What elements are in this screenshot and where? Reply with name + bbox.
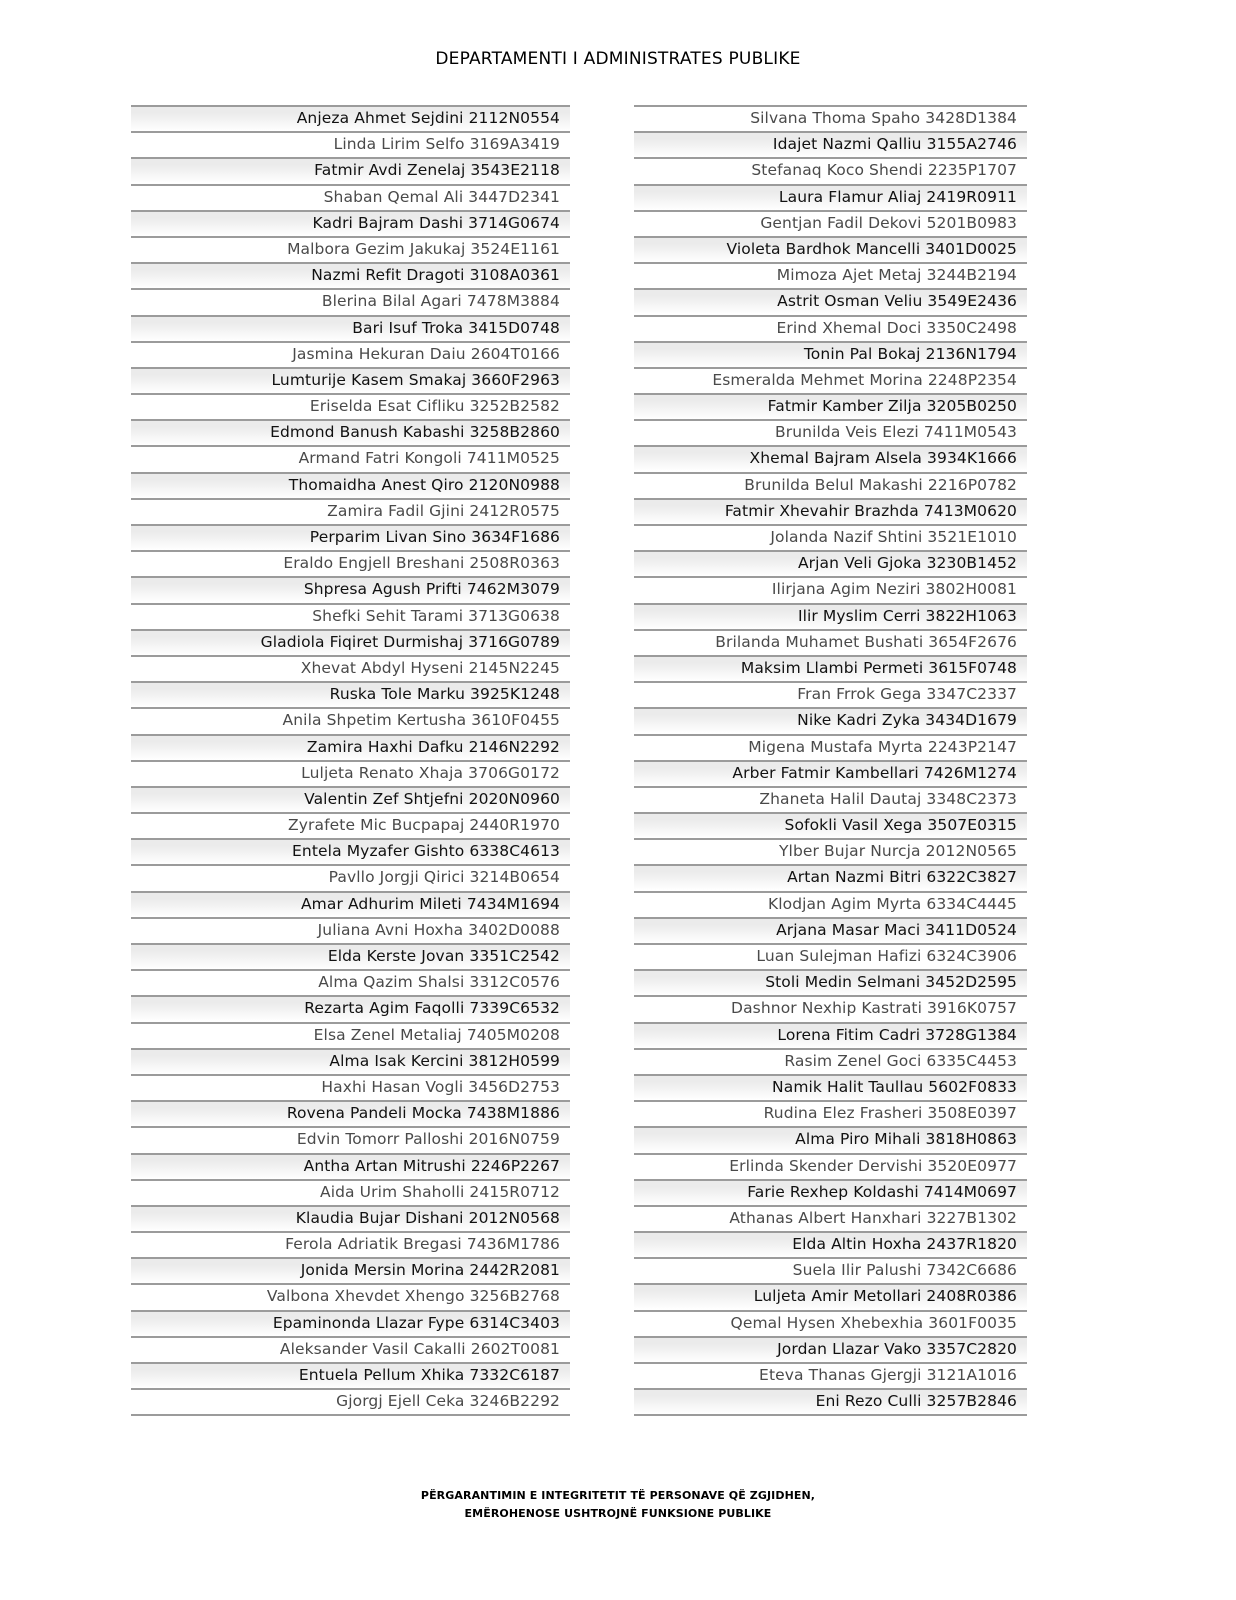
- list-item: Elsa Zenel Metaliaj 7405M0208: [131, 1022, 570, 1048]
- left-name-list: [131, 105, 570, 1416]
- list-item: Epaminonda Llazar Fype 6314C3403: [131, 1310, 570, 1336]
- footer-line-1: PËRGARANTIMIN E INTEGRITETIT TË PERSONAVE QË ZGJIDHEN,: [420, 1489, 816, 1502]
- list-item: Nazmi Refit Dragoti 3108A0361: [131, 262, 570, 288]
- list-item: Migena Mustafa Myrta 2243P2147: [634, 734, 1027, 760]
- list-item: Luan Sulejman Hafizi 6324C3906: [634, 943, 1027, 969]
- list-item: Suela Ilir Palushi 7342C6686: [634, 1257, 1027, 1283]
- list-item: Astrit Osman Veliu 3549E2436: [634, 288, 1027, 314]
- list-item: Eraldo Engjell Breshani 2508R0363: [131, 550, 570, 576]
- list-item: Armand Fatri Kongoli 7411M0525: [131, 445, 570, 471]
- list-item: Luljeta Renato Xhaja 3706G0172: [131, 760, 570, 786]
- list-item: Valentin Zef Shtjefni 2020N0960: [131, 786, 570, 812]
- list-item: Brilanda Muhamet Bushati 3654F2676: [634, 629, 1027, 655]
- list-item: Eriselda Esat Cifliku 3252B2582: [131, 393, 570, 419]
- list-item: Ferola Adriatik Bregasi 7436M1786: [131, 1231, 570, 1257]
- list-item: Entuela Pellum Xhika 7332C6187: [131, 1362, 570, 1388]
- page-footer: [0, 1487, 1236, 1523]
- list-item: Lorena Fitim Cadri 3728G1384: [634, 1022, 1027, 1048]
- list-item: Arjan Veli Gjoka 3230B1452: [634, 550, 1027, 576]
- list-item: Aida Urim Shaholli 2415R0712: [131, 1179, 570, 1205]
- list-item: Bari Isuf Troka 3415D0748: [131, 315, 570, 341]
- list-item: Silvana Thoma Spaho 3428D1384: [634, 105, 1027, 131]
- list-item: Brunilda Belul Makashi 2216P0782: [634, 472, 1027, 498]
- list-item: Luljeta Amir Metollari 2408R0386: [634, 1283, 1027, 1309]
- list-item: Stefanaq Koco Shendi 2235P1707: [634, 157, 1027, 183]
- list-item: Rasim Zenel Goci 6335C4453: [634, 1048, 1027, 1074]
- list-item: Kadri Bajram Dashi 3714G0674: [131, 210, 570, 236]
- list-item: Fatmir Kamber Zilja 3205B0250: [634, 393, 1027, 419]
- list-item: Arjana Masar Maci 3411D0524: [634, 917, 1027, 943]
- list-item: Qemal Hysen Xhebexhia 3601F0035: [634, 1310, 1027, 1336]
- list-item: Gladiola Fiqiret Durmishaj 3716G0789: [131, 629, 570, 655]
- page-title: DEPARTAMENTI I ADMINISTRATES PUBLIKE: [435, 49, 801, 69]
- right-name-list: [634, 105, 1027, 1416]
- list-bottom-rule: [131, 1414, 570, 1416]
- list-item: Eteva Thanas Gjergji 3121A1016: [634, 1362, 1027, 1388]
- list-item: Zamira Fadil Gjini 2412R0575: [131, 498, 570, 524]
- list-item: Shaban Qemal Ali 3447D2341: [131, 184, 570, 210]
- list-item: Alma Piro Mihali 3818H0863: [634, 1126, 1027, 1152]
- list-item: Gjorgj Ejell Ceka 3246B2292: [131, 1388, 570, 1414]
- list-item: Aleksander Vasil Cakalli 2602T0081: [131, 1336, 570, 1362]
- list-item: Antha Artan Mitrushi 2246P2267: [131, 1153, 570, 1179]
- list-item: Mimoza Ajet Metaj 3244B2194: [634, 262, 1027, 288]
- list-item: Rudina Elez Frasheri 3508E0397: [634, 1100, 1027, 1126]
- list-item: Klodjan Agim Myrta 6334C4445: [634, 891, 1027, 917]
- list-item: Rezarta Agim Faqolli 7339C6532: [131, 995, 570, 1021]
- list-item: Brunilda Veis Elezi 7411M0543: [634, 419, 1027, 445]
- list-item: Jolanda Nazif Shtini 3521E1010: [634, 524, 1027, 550]
- list-item: Haxhi Hasan Vogli 3456D2753: [131, 1074, 570, 1100]
- list-item: Entela Myzafer Gishto 6338C4613: [131, 838, 570, 864]
- list-item: Shefki Sehit Tarami 3713G0638: [131, 603, 570, 629]
- list-item: Alma Isak Kercini 3812H0599: [131, 1048, 570, 1074]
- list-item: Fatmir Avdi Zenelaj 3543E2118: [131, 157, 570, 183]
- list-item: Erind Xhemal Doci 3350C2498: [634, 315, 1027, 341]
- list-item: Anjeza Ahmet Sejdini 2112N0554: [131, 105, 570, 131]
- list-item: Fran Frrok Gega 3347C2337: [634, 681, 1027, 707]
- list-item: Perparim Livan Sino 3634F1686: [131, 524, 570, 550]
- list-item: Valbona Xhevdet Xhengo 3256B2768: [131, 1283, 570, 1309]
- list-item: Anila Shpetim Kertusha 3610F0455: [131, 707, 570, 733]
- list-item: Fatmir Xhevahir Brazhda 7413M0620: [634, 498, 1027, 524]
- list-item: Shpresa Agush Prifti 7462M3079: [131, 576, 570, 602]
- list-item: Jasmina Hekuran Daiu 2604T0166: [131, 341, 570, 367]
- list-item: Farie Rexhep Koldashi 7414M0697: [634, 1179, 1027, 1205]
- list-item: Juliana Avni Hoxha 3402D0088: [131, 917, 570, 943]
- list-item: Zhaneta Halil Dautaj 3348C2373: [634, 786, 1027, 812]
- list-item: Sofokli Vasil Xega 3507E0315: [634, 812, 1027, 838]
- list-item: Artan Nazmi Bitri 6322C3827: [634, 864, 1027, 890]
- list-item: Tonin Pal Bokaj 2136N1794: [634, 341, 1027, 367]
- list-item: Ruska Tole Marku 3925K1248: [131, 681, 570, 707]
- list-item: Esmeralda Mehmet Morina 2248P2354: [634, 367, 1027, 393]
- list-item: Alma Qazim Shalsi 3312C0576: [131, 969, 570, 995]
- list-item: Ylber Bujar Nurcja 2012N0565: [634, 838, 1027, 864]
- list-item: Jordan Llazar Vako 3357C2820: [634, 1336, 1027, 1362]
- list-item: Nike Kadri Zyka 3434D1679: [634, 707, 1027, 733]
- list-item: Zyrafete Mic Bucpapaj 2440R1970: [131, 812, 570, 838]
- list-item: Edmond Banush Kabashi 3258B2860: [131, 419, 570, 445]
- list-item: Lumturije Kasem Smakaj 3660F2963: [131, 367, 570, 393]
- list-item: Klaudia Bujar Dishani 2012N0568: [131, 1205, 570, 1231]
- list-item: Rovena Pandeli Mocka 7438M1886: [131, 1100, 570, 1126]
- list-item: Arber Fatmir Kambellari 7426M1274: [634, 760, 1027, 786]
- list-item: Blerina Bilal Agari 7478M3884: [131, 288, 570, 314]
- list-item: Malbora Gezim Jakukaj 3524E1161: [131, 236, 570, 262]
- list-item: Thomaidha Anest Qiro 2120N0988: [131, 472, 570, 498]
- list-item: Stoli Medin Selmani 3452D2595: [634, 969, 1027, 995]
- list-item: Linda Lirim Selfo 3169A3419: [131, 131, 570, 157]
- list-item: Jonida Mersin Morina 2442R2081: [131, 1257, 570, 1283]
- list-item: Violeta Bardhok Mancelli 3401D0025: [634, 236, 1027, 262]
- list-item: Elda Altin Hoxha 2437R1820: [634, 1231, 1027, 1257]
- list-item: Ilir Myslim Cerri 3822H1063: [634, 603, 1027, 629]
- list-item: Dashnor Nexhip Kastrati 3916K0757: [634, 995, 1027, 1021]
- list-item: Edvin Tomorr Palloshi 2016N0759: [131, 1126, 570, 1152]
- list-item: Athanas Albert Hanxhari 3227B1302: [634, 1205, 1027, 1231]
- list-item: Ilirjana Agim Neziri 3802H0081: [634, 576, 1027, 602]
- list-item: Erlinda Skender Dervishi 3520E0977: [634, 1153, 1027, 1179]
- list-bottom-rule: [634, 1414, 1027, 1416]
- list-item: Gentjan Fadil Dekovi 5201B0983: [634, 210, 1027, 236]
- list-item: Xhemal Bajram Alsela 3934K1666: [634, 445, 1027, 471]
- list-item: Idajet Nazmi Qalliu 3155A2746: [634, 131, 1027, 157]
- list-item: Pavllo Jorgji Qirici 3214B0654: [131, 864, 570, 890]
- list-item: Laura Flamur Aliaj 2419R0911: [634, 184, 1027, 210]
- footer-line-2: EMËROHENOSE USHTROJNË FUNKSIONE PUBLIKE: [464, 1507, 772, 1520]
- list-item: Namik Halit Taullau 5602F0833: [634, 1074, 1027, 1100]
- list-item: Maksim Llambi Permeti 3615F0748: [634, 655, 1027, 681]
- list-item: Amar Adhurim Mileti 7434M1694: [131, 891, 570, 917]
- list-item: Zamira Haxhi Dafku 2146N2292: [131, 734, 570, 760]
- list-item: Xhevat Abdyl Hyseni 2145N2245: [131, 655, 570, 681]
- list-item: Eni Rezo Culli 3257B2846: [634, 1388, 1027, 1414]
- list-item: Elda Kerste Jovan 3351C2542: [131, 943, 570, 969]
